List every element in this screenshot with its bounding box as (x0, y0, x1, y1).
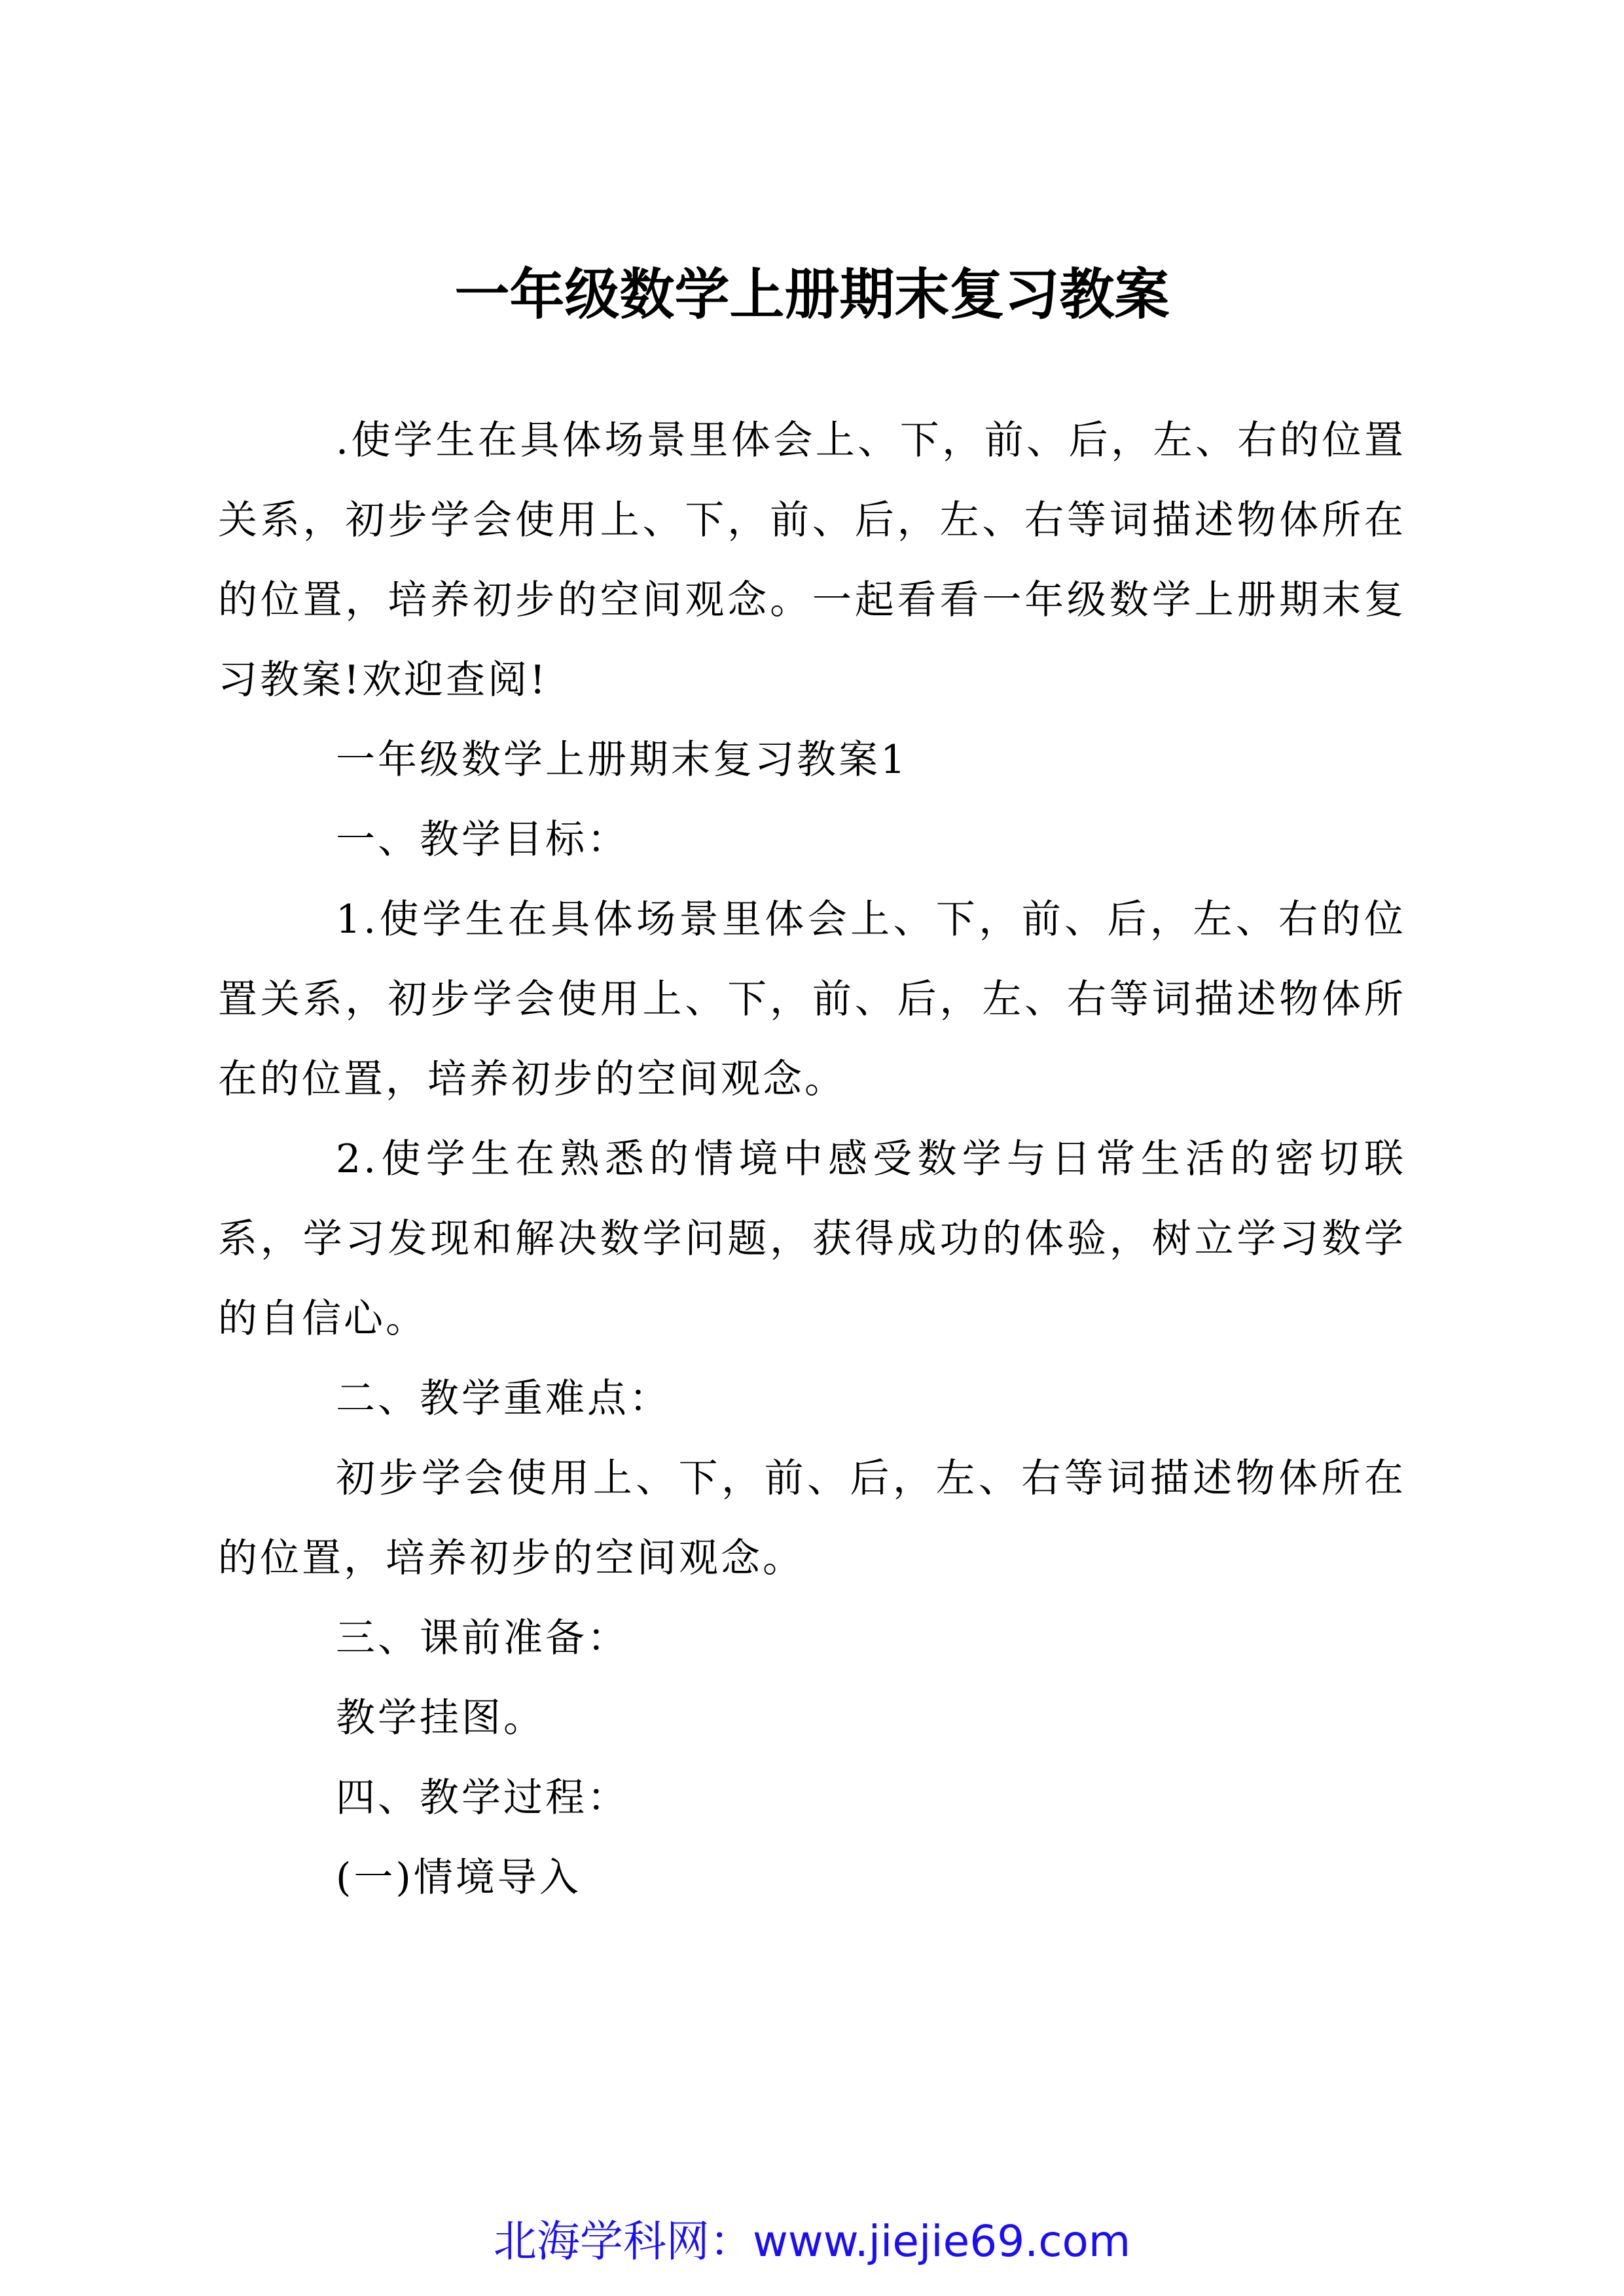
section-heading-objectives: 一、教学目标： (336, 817, 629, 863)
process-subheading: (一)情境导入 (336, 1855, 581, 1901)
objective-item-1: 1.使学生在具体场景里体会上、下，前、后，左、右的位置关系，初步学会使用上、下，前、后，左、右等词描述物体所在的位置，培养初步的空间观念。 (218, 897, 1406, 1102)
intro-paragraph: .使学生在具体场景里体会上、下，前、后，左、右的位置关系，初步学会使用上、下，前、后，左、右等词描述物体所在的位置，培养初步的空间观念。一起看看一年级数学上册期末复习教案!欢迎查阅! (218, 418, 1406, 703)
document-body (218, 401, 1406, 1918)
section-heading-process: 四、教学过程： (336, 1775, 629, 1821)
section-heading-preparation: 三、课前准备： (336, 1615, 629, 1661)
footer-site-name: 北海学科网： (493, 2216, 753, 2267)
section-heading-key-points: 二、教学重难点： (336, 1376, 671, 1422)
preparation-paragraph: 教学挂图。 (336, 1695, 545, 1741)
key-points-paragraph: 初步学会使用上、下，前、后，左、右等词描述物体所在的位置，培养初步的空间观念。 (218, 1456, 1406, 1581)
lesson-plan-heading: 一年级数学上册期末复习教案1 (336, 737, 909, 783)
document-title: 一年级数学上册期末复习教案 (454, 262, 1170, 327)
footer-watermark (0, 2212, 1624, 2271)
footer-url-link[interactable]: www.jiejie69.com (752, 2216, 1131, 2267)
objective-item-2: 2.使学生在熟悉的情境中感受数学与日常生活的密切联系，学习发现和解决数学问题，获得成功的体验，树立学习数学的自信心。 (218, 1136, 1406, 1342)
